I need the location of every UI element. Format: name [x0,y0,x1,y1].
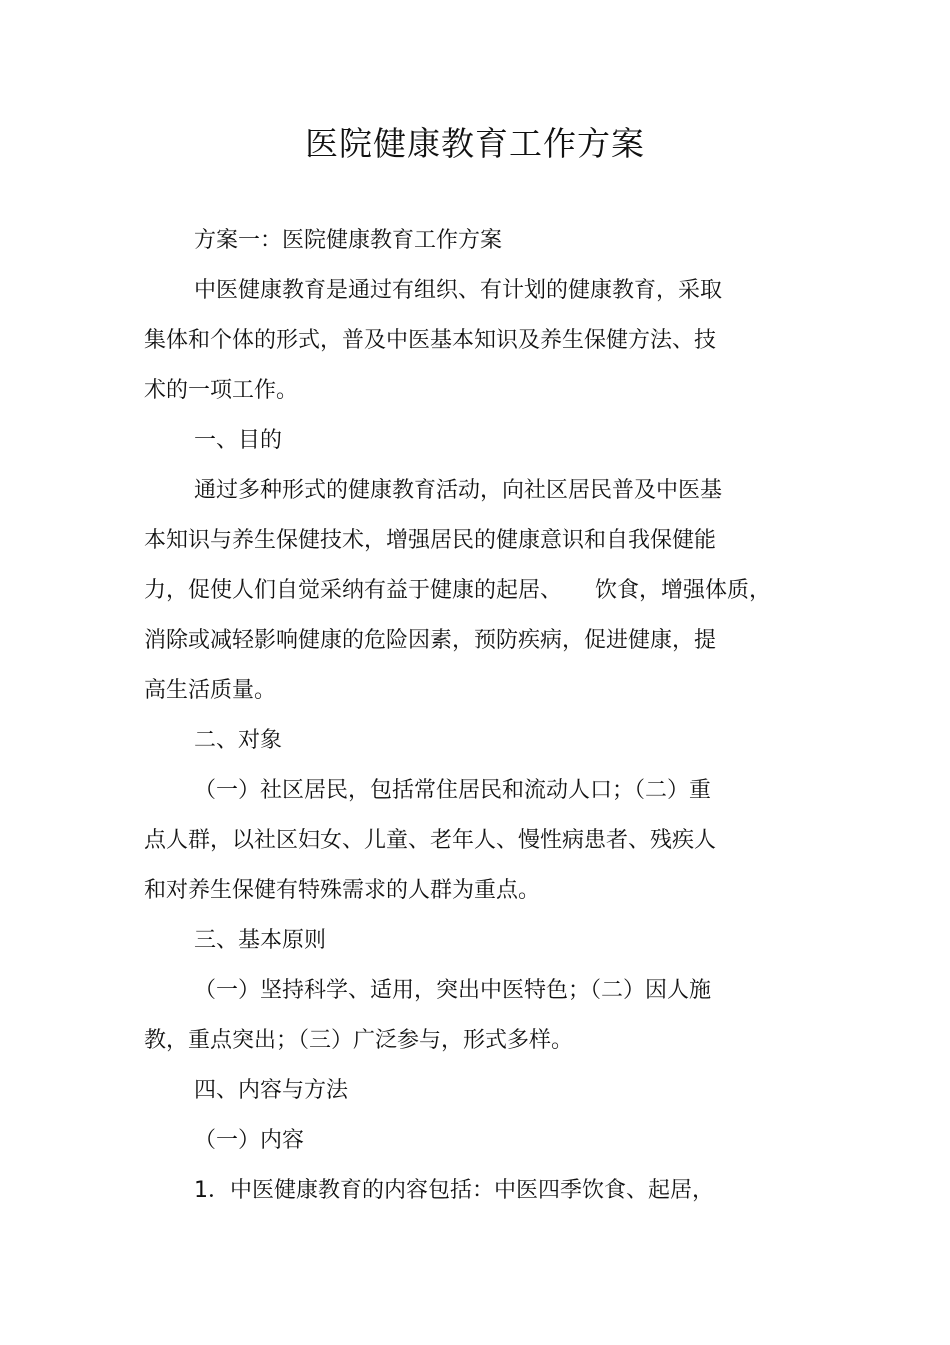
subsection-heading: （一）内容 [194,1128,305,1153]
text-line: 高生活质量。 [144,678,277,703]
text-line: 力，促使人们自觉采纳有益于健康的起居、 饮食，增强体质， [144,578,772,603]
text-line: 集体和个体的形式，普及中医基本知识及养生保健方法、技 [144,328,717,353]
text-line: （一）社区居民，包括常住居民和流动人口；（二）重 [194,778,712,803]
section-heading: 三、基本原则 [194,928,327,953]
text-line: 教，重点突出；（三）广泛参与，形式多样。 [144,1028,574,1053]
text-line: 通过多种形式的健康教育活动，向社区居民普及中医基 [194,478,723,503]
text-line: 本知识与养生保健技术，增强居民的健康意识和自我保健能 [144,528,717,553]
text-line: 中医健康教育是通过有组织、有计划的健康教育，采取 [194,278,723,303]
text-line: 方案一：医院健康教育工作方案 [194,228,503,253]
text-line: 点人群，以社区妇女、儿童、老年人、慢性病患者、残疾人 [144,828,717,853]
text-line: 术的一项工作。 [144,378,299,403]
section-heading: 一、目的 [194,428,283,453]
text-line: 消除或减轻影响健康的危险因素，预防疾病，促进健康，提 [144,628,717,653]
document-title: 医院健康教育工作方案 [305,124,645,163]
text-line: 和对养生保健有特殊需求的人群为重点。 [144,878,541,903]
section-heading: 二、对象 [194,728,283,753]
text-line: （一）坚持科学、适用，突出中医特色；（二）因人施 [194,978,712,1003]
section-heading: 四、内容与方法 [194,1078,349,1103]
text-line: 1．中医健康教育的内容包括：中医四季饮食、起居， [194,1178,714,1203]
